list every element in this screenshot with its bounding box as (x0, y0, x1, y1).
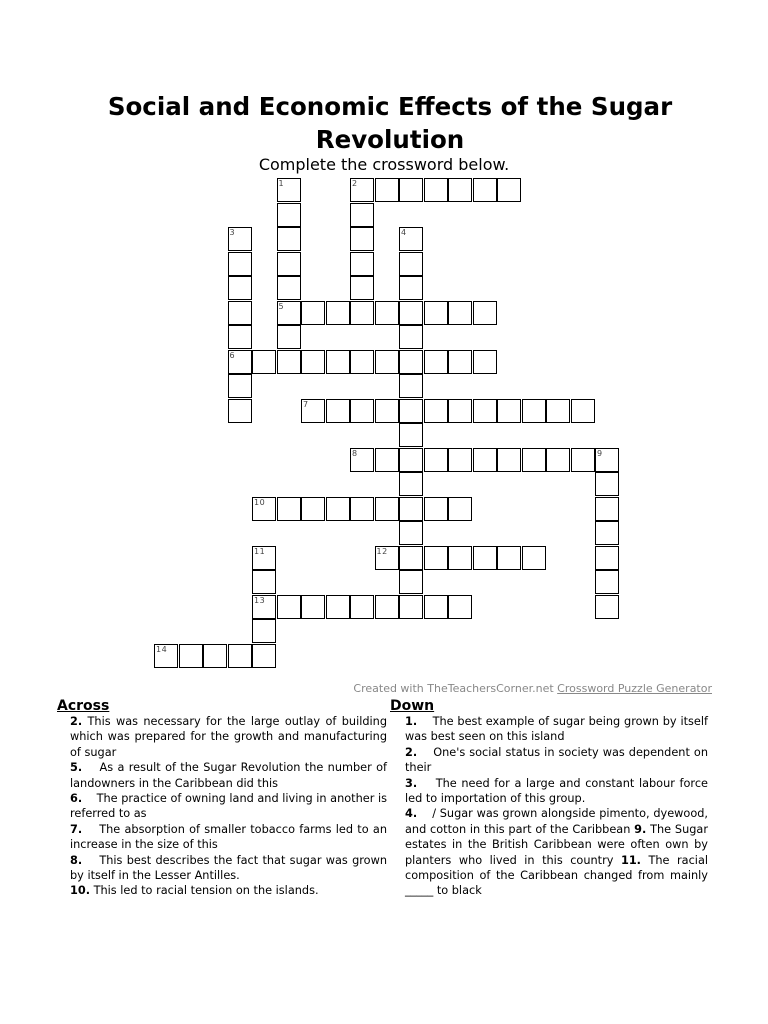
down-heading: Down (390, 698, 435, 714)
clue-text: The best example of sugar being grown by itself was best seen on this island (405, 715, 708, 744)
page-title: Social and Economic Effects of the Sugar Revolution (107, 92, 673, 154)
crossword-cell[interactable] (277, 203, 301, 227)
crossword-cell[interactable] (399, 399, 423, 423)
crossword-cell[interactable] (228, 325, 252, 349)
crossword-cell[interactable] (448, 497, 472, 521)
crossword-cell[interactable] (399, 546, 423, 570)
crossword-cell[interactable] (350, 399, 374, 423)
crossword-cell[interactable] (277, 350, 301, 374)
page-subtitle: Complete the crossword below. (258, 155, 510, 174)
clue-text: The practice of owning land and living in another is referred to as (70, 792, 387, 821)
crossword-cell[interactable] (203, 644, 227, 668)
crossword-cell[interactable] (424, 178, 448, 202)
clue-item (70, 760, 387, 791)
crossword-cell[interactable] (448, 178, 472, 202)
crossword-cell[interactable] (301, 497, 325, 521)
crossword-generator-link[interactable]: Crossword Puzzle Generator (557, 682, 712, 695)
crossword-cell[interactable] (326, 301, 350, 325)
clue-item (70, 822, 387, 853)
clue-number: 2. (405, 745, 418, 759)
crossword-cell[interactable] (399, 448, 423, 472)
clue-text: The Sugar estates in the British Caribbean were often own by planters who lived in this country (405, 822, 709, 867)
clue-number: 9. (634, 822, 647, 836)
clue-number: 2. (70, 715, 83, 728)
clue-number: 3. (405, 776, 418, 790)
clue-item (405, 776, 708, 807)
crossword-cell[interactable] (424, 301, 448, 325)
crossword-cell[interactable] (448, 595, 472, 619)
crossword-cell[interactable] (399, 497, 423, 521)
crossword-cell[interactable] (350, 595, 374, 619)
crossword-cell[interactable] (399, 276, 423, 300)
crossword-cell[interactable] (252, 619, 276, 643)
crossword-cell[interactable] (399, 350, 423, 374)
crossword-cell[interactable] (595, 570, 619, 594)
crossword-cell[interactable] (497, 448, 521, 472)
crossword-cell[interactable] (301, 595, 325, 619)
credit-prefix: Created with TheTeachersCorner.net (353, 682, 554, 695)
clue-item (70, 883, 387, 898)
clue-item (405, 714, 708, 745)
crossword-cell[interactable] (252, 350, 276, 374)
crossword-cell[interactable] (350, 301, 374, 325)
crossword-cell[interactable] (277, 276, 301, 300)
clue-number: 4. (405, 807, 418, 821)
crossword-cell[interactable] (277, 227, 301, 251)
crossword-cell[interactable] (399, 521, 423, 545)
crossword-cell[interactable] (424, 448, 448, 472)
crossword-cell[interactable] (399, 178, 423, 202)
clue-item (70, 853, 387, 884)
clue-number-label: 7 (303, 399, 309, 409)
clue-text: The need for a large and constant labour force led to importation of this group. (405, 776, 708, 806)
clue-text: The absorption of smaller tobacco farms led to an increase in the size of this (70, 822, 387, 852)
crossword-cell[interactable] (497, 399, 521, 423)
crossword-cell[interactable] (252, 570, 276, 594)
clue-text: / Sugar was grown alongside pimento, dyewood, and cotton in this part of the Caribbean (405, 807, 708, 836)
clue-number: 11. (620, 853, 641, 867)
clue-item (405, 745, 708, 776)
crossword-cell[interactable] (522, 448, 546, 472)
crossword-cell[interactable] (350, 350, 374, 374)
crossword-cell[interactable] (595, 546, 619, 570)
crossword-cell[interactable] (473, 546, 497, 570)
crossword-cell[interactable] (228, 252, 252, 276)
clue-number: 1. (405, 715, 418, 728)
crossword-cell[interactable] (228, 276, 252, 300)
clue-text: The racial composition of the Caribbean changed from mainly _____ to black (405, 853, 709, 898)
clue-number-label: 1 (278, 179, 285, 188)
clue-text: As a result of the Sugar Revolution the number of landowners in the Caribbean did this (70, 761, 387, 790)
crossword-cell[interactable] (375, 448, 399, 472)
crossword-cell[interactable] (399, 325, 423, 349)
crossword-cell[interactable] (375, 399, 399, 423)
clue-number-label: 9 (597, 448, 603, 458)
crossword-cell[interactable] (473, 399, 497, 423)
crossword-cell[interactable] (375, 178, 399, 202)
crossword-cell[interactable] (448, 301, 472, 325)
crossword-cell[interactable] (399, 595, 423, 619)
crossword-cell[interactable] (326, 350, 350, 374)
clue-number-label: 13 (254, 595, 266, 605)
crossword-cell[interactable] (448, 546, 472, 570)
crossword-cell[interactable] (424, 497, 448, 521)
crossword-cell[interactable] (595, 497, 619, 521)
crossword-cell[interactable] (497, 178, 521, 202)
crossword-cell[interactable] (522, 546, 546, 570)
crossword-cell[interactable] (546, 399, 570, 423)
crossword-cell[interactable] (277, 497, 301, 521)
crossword-cell[interactable] (424, 350, 448, 374)
crossword-cell[interactable] (424, 546, 448, 570)
crossword-cell[interactable] (228, 301, 252, 325)
clue-number: 5. (70, 761, 83, 775)
crossword-cell[interactable] (326, 497, 350, 521)
crossword-cell[interactable] (277, 252, 301, 276)
crossword-cell[interactable] (350, 497, 374, 521)
crossword-cell[interactable] (424, 399, 448, 423)
crossword-cell[interactable] (326, 399, 350, 423)
clue-number-label: 14 (156, 644, 168, 654)
crossword-cell[interactable] (571, 448, 595, 472)
crossword-cell[interactable] (522, 399, 546, 423)
crossword-cell[interactable] (326, 595, 350, 619)
crossword-cell[interactable] (448, 350, 472, 374)
crossword-cell[interactable] (228, 644, 252, 668)
crossword-cell[interactable] (497, 546, 521, 570)
clue-text: This best describes the fact that sugar was grown by itself in the Lesser Antilles. (70, 853, 387, 883)
clue-number: 7. (70, 822, 83, 836)
crossword-cell[interactable] (546, 448, 570, 472)
crossword-cell[interactable] (448, 448, 472, 472)
clue-number-label: 8 (352, 448, 358, 458)
crossword-cell[interactable] (375, 350, 399, 374)
clue-number: 10. (70, 884, 91, 898)
clue-number-label: 12 (376, 546, 388, 556)
clue-number: 8. (70, 853, 83, 867)
down-clue-list (405, 714, 708, 899)
crossword-cell[interactable] (277, 595, 301, 619)
crossword-cell[interactable] (424, 595, 448, 619)
clue-text: One's social status in society was dependent on their (405, 745, 708, 775)
crossword-cell[interactable] (473, 448, 497, 472)
across-clue-list (70, 714, 387, 899)
crossword-cell[interactable] (301, 301, 325, 325)
clue-number-label: 3 (229, 228, 236, 237)
crossword-cell[interactable] (399, 570, 423, 594)
clue-item (70, 791, 387, 822)
crossword-cell[interactable] (473, 301, 497, 325)
clue-number-label: 6 (229, 350, 236, 360)
clue-item (405, 806, 708, 898)
crossword-cell[interactable] (179, 644, 203, 668)
crossword-cell[interactable] (228, 399, 252, 423)
crossword-cell[interactable] (252, 644, 276, 668)
clue-number-label: 2 (352, 179, 358, 188)
credit-line (330, 682, 712, 695)
clue-number-label: 10 (254, 497, 266, 507)
crossword-cell[interactable] (399, 423, 423, 447)
clue-text: This was necessary for the large outlay of building which was prepared for the growth and manufacturing of sugar (70, 715, 387, 759)
clue-text: This led to racial tension on the islands. (90, 884, 319, 898)
clue-number-label: 11 (254, 546, 266, 556)
crossword-cell[interactable] (301, 350, 325, 374)
crossword-cell[interactable] (350, 276, 374, 300)
crossword-cell[interactable] (595, 595, 619, 619)
crossword-cell[interactable] (350, 203, 374, 227)
crossword-cell[interactable] (399, 301, 423, 325)
crossword-cell[interactable] (350, 227, 374, 251)
crossword-cell[interactable] (473, 350, 497, 374)
crossword-cell[interactable] (595, 472, 619, 496)
clue-number-label: 5 (278, 301, 285, 311)
across-heading: Across (57, 698, 110, 714)
crossword-cell[interactable] (375, 595, 399, 619)
clue-number-label: 4 (401, 228, 407, 237)
crossword-cell[interactable] (595, 521, 619, 545)
crossword-cell[interactable] (399, 252, 423, 276)
clue-item (70, 714, 387, 760)
crossword-cell[interactable] (448, 399, 472, 423)
crossword-cell[interactable] (375, 301, 399, 325)
crossword-cell[interactable] (473, 178, 497, 202)
crossword-cell[interactable] (350, 252, 374, 276)
clue-number: 6. (70, 792, 83, 806)
crossword-cell[interactable] (399, 374, 423, 398)
crossword-cell[interactable] (571, 399, 595, 423)
crossword-cell[interactable] (228, 374, 252, 398)
crossword-cell[interactable] (375, 497, 399, 521)
crossword-cell[interactable] (277, 325, 301, 349)
crossword-cell[interactable] (399, 472, 423, 496)
